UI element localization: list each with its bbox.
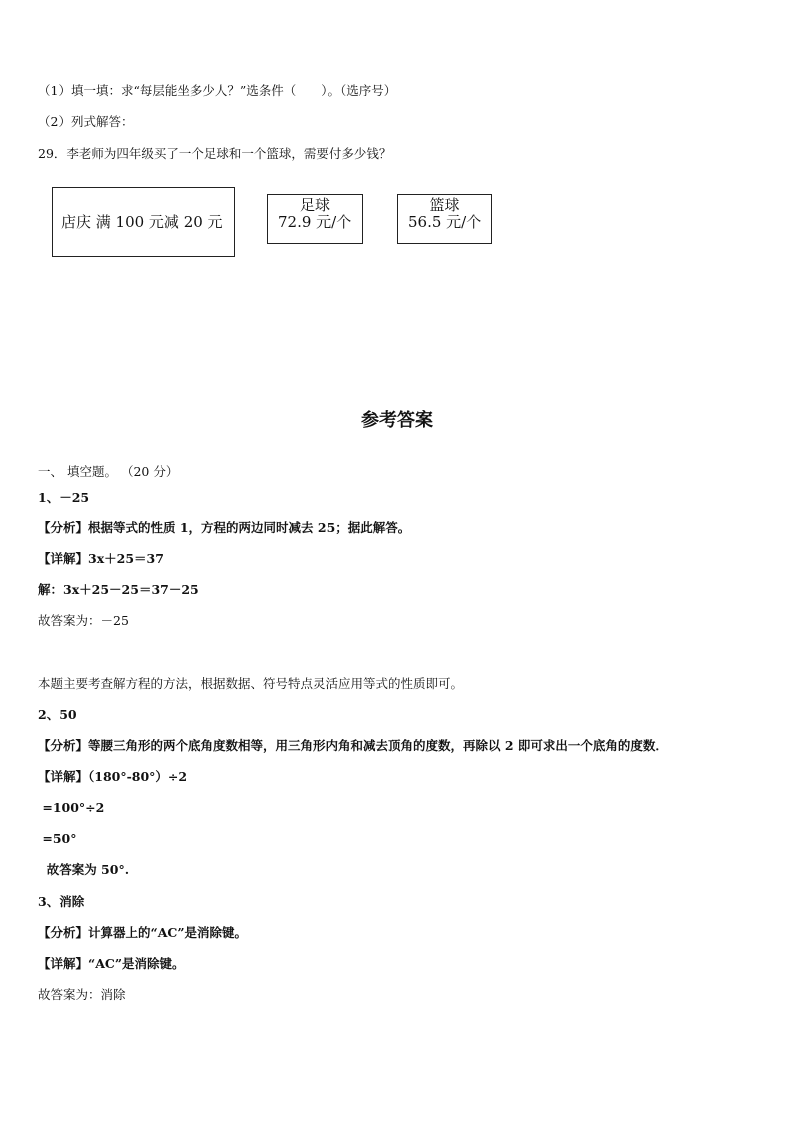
result-3: 故答案为：消除	[38, 987, 126, 1002]
solution-1: 解：3x＋25－25＝37－25	[38, 582, 199, 597]
question-29: 29．李老师为四年级买了一个足球和一个篮球，需要付多少钱？	[38, 146, 392, 161]
basketball-box	[397, 194, 492, 244]
detail-2: 【详解】（180°-80°）÷2	[38, 769, 188, 784]
question-part-2: （2）列式解答：	[38, 114, 134, 129]
answer-3: 3、消除	[38, 894, 85, 909]
football-title: 足球	[299, 196, 330, 214]
answer-heading: 参考答案	[361, 410, 433, 431]
step-2a: =100°÷2	[38, 800, 105, 815]
promo-text: 店庆 满 100 元减 20 元	[61, 213, 223, 231]
step-2b: =50°	[38, 831, 77, 846]
summary-1: 本题主要考查解方程的方法，根据数据、符号特点灵活应用等式的性质即可。	[38, 676, 464, 691]
detail-1: 【详解】3x＋25＝37	[38, 551, 164, 566]
analysis-2: 【分析】等腰三角形的两个底角度数相等，用三角形内角和减去顶角的度数，再除以 2 即可求出一个底角的度数．	[38, 738, 668, 753]
football-box	[267, 194, 363, 244]
analysis-1: 【分析】根据等式的性质 1，方程的两边同时减去 25；据此解答。	[38, 520, 411, 535]
basketball-price: 56.5 元/个	[408, 213, 482, 231]
result-2: 故答案为 50°.	[38, 862, 130, 877]
section-title: 一、 填空题。 （20 分）	[38, 464, 179, 479]
detail-3: 【详解】“AC”是消除键。	[38, 956, 185, 971]
result-1: 故答案为：－25	[38, 613, 129, 628]
question-part-1: （1）填一填：求“每层能坐多少人？”选条件（ ）。（选序号）	[38, 83, 397, 98]
answer-2: 2、50	[38, 707, 77, 722]
basketball-title: 篮球	[429, 196, 460, 214]
analysis-3: 【分析】计算器上的“AC”是消除键。	[38, 925, 248, 940]
football-price: 72.9 元/个	[278, 213, 352, 231]
promo-box	[52, 187, 235, 257]
answer-1: 1、－25	[38, 490, 90, 505]
